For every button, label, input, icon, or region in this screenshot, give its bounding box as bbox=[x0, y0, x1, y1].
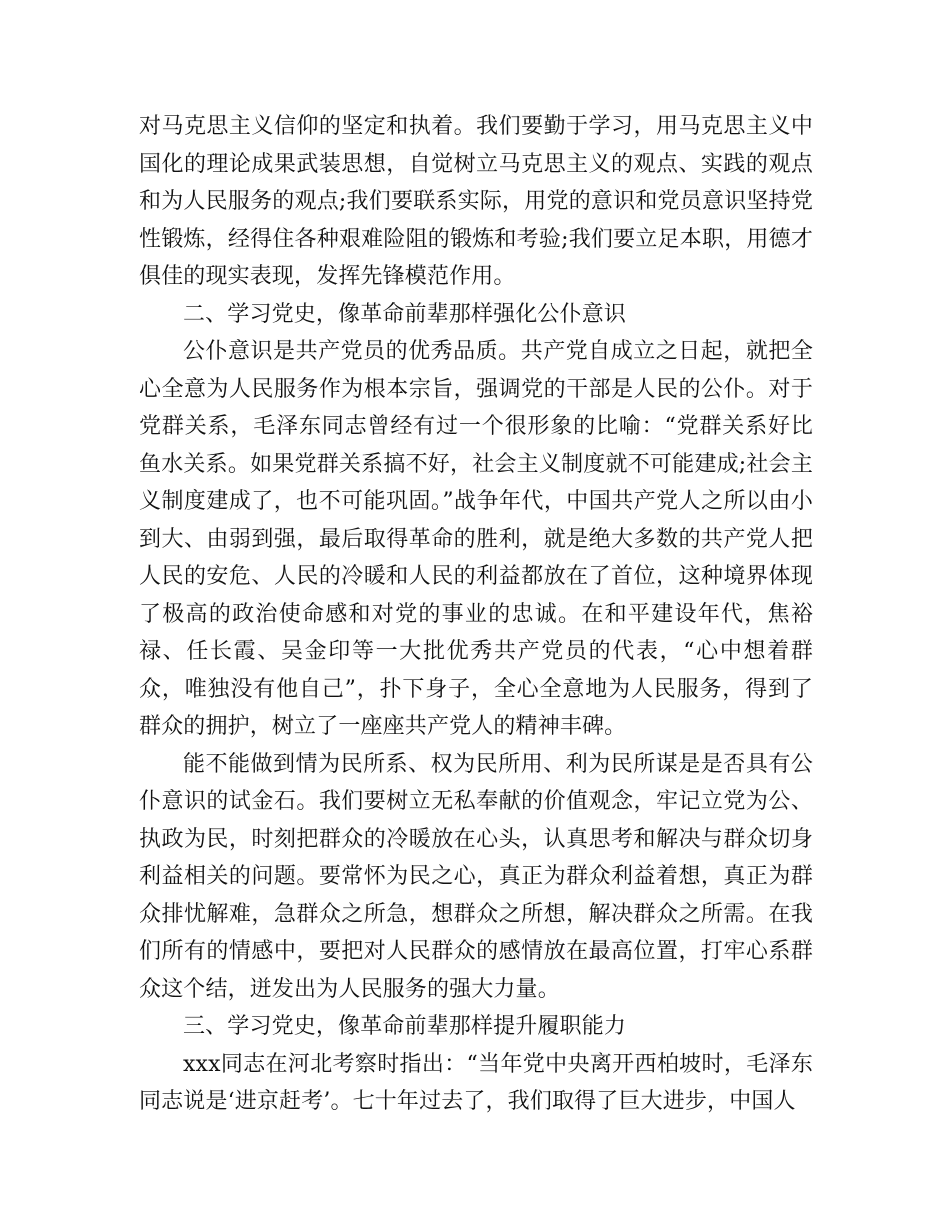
paragraph-1: 对马克思主义信仰的坚定和执着。我们要勤于学习，用马克思主义中国化的理论成果武装思想，自觉树立马克思主义的观点、实践的观点和为人民服务的观点;我们要联系实际，用党的意识和党员意识坚持党性锻炼，经得住各种艰难险阻的锻炼和考验;我们要立足本职，用德才俱佳的现实表现，发挥先锋模范作用。 bbox=[139, 114, 813, 289]
document-page bbox=[139, 108, 813, 1121]
paragraph-4: 能不能做到情为民所系、权为民所用、利为民所谋是是否具有公仆意识的试金石。我们要树立无私奉献的价值观念，牢记立党为公、执政为民，时刻把群众的冷暖放在心头，认真思考和解决与群众切身利益相关的问题。要常怀为民之心，真正为群众利益着想，真正为群众排忧解难，急群众之所急，想群众之所想，解决群众之所需。在我们所有的情感中，要把对人民群众的感情放在最高位置，打牢心系群众这个结，迸发出为人民服务的强大力量。 bbox=[139, 751, 813, 1002]
section-heading-2: 二、学习党史，像革命前辈那样强化公仆意识 bbox=[183, 301, 627, 327]
section-heading-3: 三、学习党史，像革命前辈那样提升履职能力 bbox=[183, 1014, 627, 1039]
paragraph-3: 公仆意识是共产党员的优秀品质。共产党自成立之日起，就把全心全意为人民服务作为根本宗旨，强调党的干部是人民的公仆。对于党群关系，毛泽东同志曾经有过一个很形象的比喻：“党群关系好比鱼水关系。如果党群关系搞不好，社会主义制度就不可能建成;社会主义制度建成了，也不可能巩固。”战争年代，中国共产党人之所以由小到大、由弱到强，最后取得革命的胜利，就是绝大多数的共产党人把人民的安危、人民的冷暖和人民的利益都放在了首位，这种境界体现了极高的政治使命感和对党的事业的忠诚。在和平建设年代，焦裕禄、任长霞、吴金印等一大批优秀共产党员的代表，“心中想着群众，唯独没有他自己”，扑下身子，全心全意地为人民服务，得到了群众的拥护，树立了一座座共产党人的精神丰碑。 bbox=[139, 339, 813, 739]
paragraph-6: xxx同志在河北考察时指出：“当年党中央离开西柏坡时，毛泽东同志说是‘进京赶考’。七十年过去了，我们取得了巨大进步，中国人 bbox=[139, 1051, 813, 1114]
